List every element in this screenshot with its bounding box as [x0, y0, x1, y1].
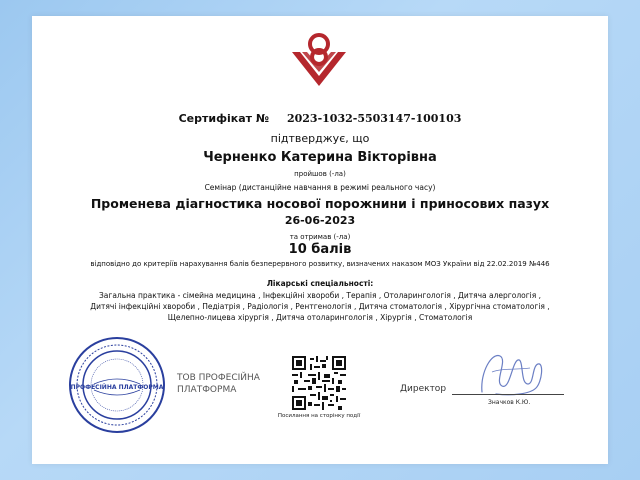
certificate-sheet	[32, 16, 608, 464]
organization-line-2: ПЛАТФОРМА	[177, 385, 237, 395]
criteria-text: відповідно до критеріїв нарахування балів безперервного розвитку, визначених наказом МОЗ України від 22.02.2019 №446	[90, 260, 550, 268]
event-type: Семінар (дистанційне навчання в режимі реального часу)	[204, 183, 436, 192]
qr-code-icon[interactable]	[292, 356, 346, 410]
event-title: Променева діагностика носової порожнини і приносових пазух	[90, 196, 550, 211]
stamp-text: ПРОФЕСІЙНА ПЛАТФОРМА	[70, 384, 164, 391]
certificate-number-line	[32, 112, 608, 125]
platform-logo-icon	[288, 30, 350, 92]
event-date: 26-06-2023	[284, 214, 356, 227]
score: 10 балів	[288, 242, 352, 257]
specialties-heading: Лікарські спеціальності:	[266, 279, 374, 288]
received-text: та отримав (-ла)	[289, 233, 351, 241]
organization-line-1: ТОВ ПРОФЕСІЙНА	[177, 373, 260, 383]
official-stamp-icon	[68, 336, 166, 434]
organization-name	[177, 372, 260, 396]
recipient-name: Черненко Катерина Вікторівна	[203, 150, 437, 165]
specialties-list: Загальна практика - сімейна медицина , Інфекційні хвороби , Терапія , Отоларингологія , Дитяча алергологія , Дитячі інфекційні хвороби , Педіатрія , Радіологія , Рентгенологія , Дитяча стоматологія , Хірургічна стоматологія , Щелепно-лицева хірургія , Дитяча отоларингологія , Хірургія , Стоматологія	[90, 291, 550, 322]
director-label: Директор	[400, 384, 447, 394]
certificate-label: Сертифікат №	[178, 112, 270, 125]
confirms-text: підтверджує, що	[270, 132, 370, 145]
director-name: Значков К.Ю.	[488, 399, 531, 406]
director-signature-icon	[472, 342, 552, 402]
passed-text: пройшов (-ла)	[294, 170, 346, 178]
signature-line	[452, 394, 564, 395]
certificate-number: 2023-1032-5503147-100103	[286, 112, 462, 125]
qr-caption: Посилання на сторінку події	[277, 413, 361, 419]
